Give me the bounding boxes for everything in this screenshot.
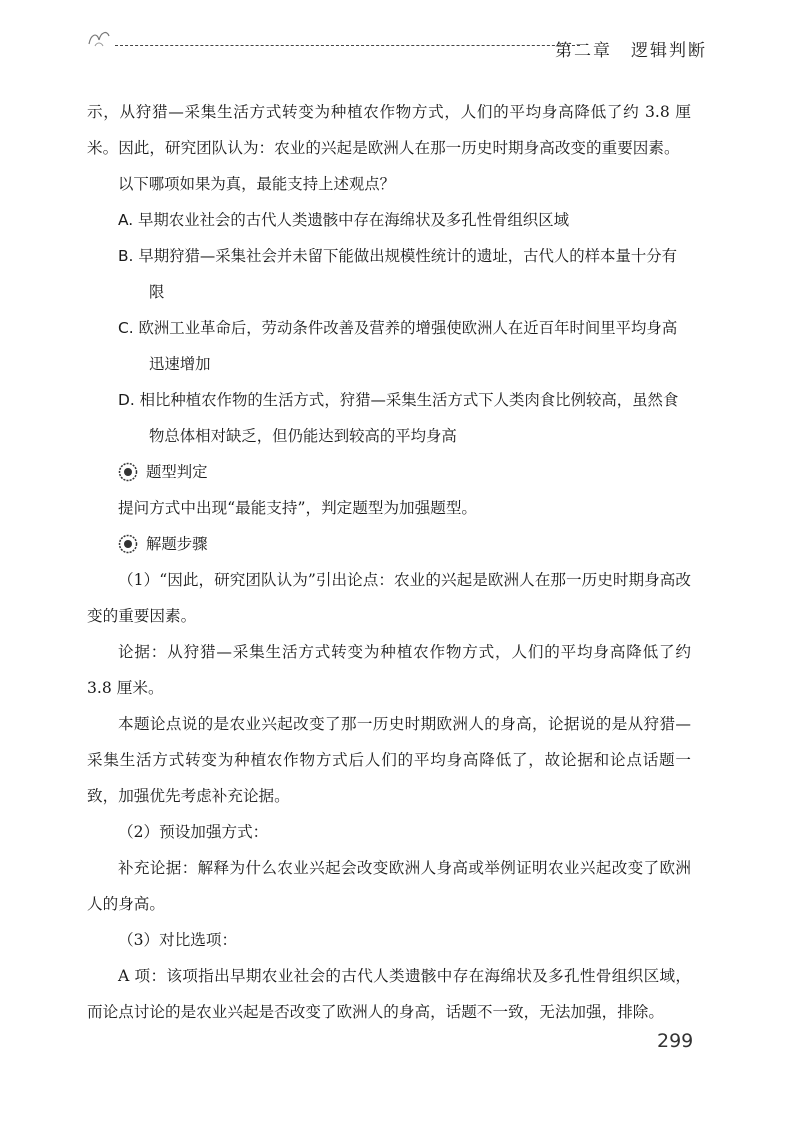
section-title-type: 题型判定 — [146, 463, 208, 481]
page-header — [85, 28, 715, 68]
section-title-steps: 解题步骤 — [146, 535, 208, 553]
question-stem: 示，从狩猎—采集生活方式转变为种植农作物方式，人们的平均身高降低了约 3.8 厘米。因此，研究团队认为：农业的兴起是欧洲人在那一历史时期身高改变的重要因素。 — [87, 103, 691, 157]
chapter-title: 第二章 逻辑判断 — [555, 41, 707, 61]
question-type-text: 提问方式中出现“最能支持”，判定题型为加强题型。 — [118, 499, 478, 517]
section-solution-steps — [87, 526, 691, 562]
solution-analysis: 本题论点说的是农业兴起改变了那一历史时期欧洲人的身高，论据说的是从狩猎—采集生活方式转变为种植农作物方式后人们的平均身高降低了，故论据和论点话题一致，加强优先考虑补充论据。 — [87, 715, 691, 805]
header-divider — [115, 45, 580, 46]
option-c: C. 欧洲工业革命后，劳动条件改善及营养的增强使欧洲人在近百年时间里平均身高迅速增加 — [118, 319, 678, 373]
leaf-logo-icon — [85, 28, 113, 50]
solution-step3: （3）对比选项： — [118, 931, 238, 949]
page-number: 299 — [657, 1030, 694, 1052]
section-question-type — [87, 454, 691, 490]
solution-evidence: 论据：从狩猎—采集生活方式转变为种植农作物方式，人们的平均身高降低了约 3.8 厘米。 — [87, 643, 691, 697]
solution-option-a: A 项：该项指出早期农业社会的古代人类遗骸中存在海绵状及多孔性骨组织区域，而论点讨论的是农业兴起是否改变了欧洲人的身高，话题不一致，无法加强，排除。 — [87, 967, 691, 1021]
solution-step2: （2）预设加强方式： — [118, 823, 269, 841]
question-prompt: 以下哪项如果为真，最能支持上述观点？ — [118, 175, 396, 193]
section-badge-icon — [118, 534, 138, 554]
option-d: D. 相比种植农作物的生活方式，狩猎—采集生活方式下人类肉食比例较高，虽然食物总体相对缺乏，但仍能达到较高的平均身高 — [118, 391, 679, 445]
option-a: A. 早期农业社会的古代人类遗骸中存在海绵状及多孔性骨组织区域 — [118, 211, 569, 229]
solution-step1: （1）“因此，研究团队认为”引出论点：农业的兴起是欧洲人在那一历史时期身高改变的重要因素。 — [87, 571, 691, 625]
option-b: B. 早期狩猎—采集社会并未留下能做出规模性统计的遗址，古代人的样本量十分有限 — [118, 247, 678, 301]
section-badge-icon — [118, 462, 138, 482]
page-body — [87, 94, 691, 1030]
solution-supplement: 补充论据：解释为什么农业兴起会改变欧洲人身高或举例证明农业兴起改变了欧洲人的身高。 — [87, 859, 691, 913]
